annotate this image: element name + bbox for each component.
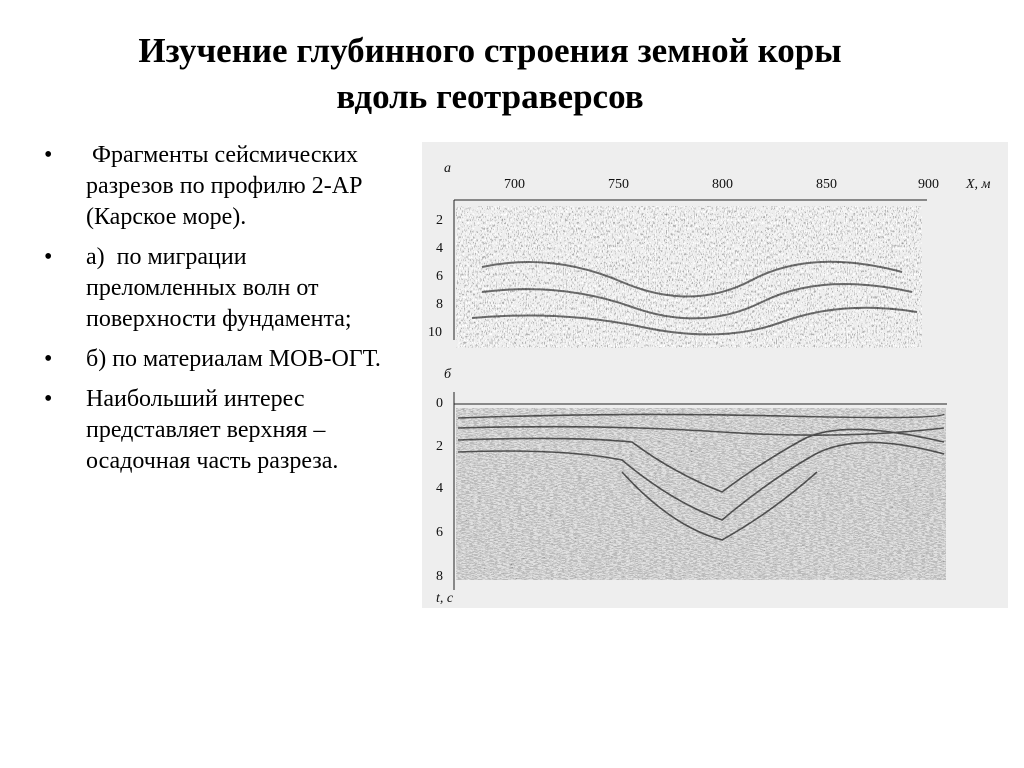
panel-a-x-tick: 850 — [816, 177, 837, 192]
bullet-text: Наибольший интерес представляет верхняя – осадочная часть разреза. — [86, 386, 339, 474]
panel-a-y-tick: 4 — [436, 241, 443, 256]
title-line-2: вдоль геотраверсов — [336, 77, 644, 116]
panel-a-y-tick: 2 — [436, 213, 443, 228]
panel-a-y-tick: 6 — [436, 269, 443, 284]
bullet-item — [40, 344, 390, 375]
panel-b-y-tick: 0 — [436, 396, 443, 411]
slide-title — [40, 28, 940, 120]
panel-a-x-tick: 700 — [504, 177, 525, 192]
panel-a-y-tick: 8 — [436, 297, 443, 312]
bullet-marker: • — [44, 346, 53, 372]
panel-b-label: б — [444, 367, 452, 382]
panel-a-y-tick: 10 — [428, 325, 442, 340]
panel-a-label: а — [444, 161, 451, 176]
bullet-marker: • — [44, 386, 53, 412]
bullet-item — [40, 384, 390, 477]
panel-b-y-tick: 2 — [436, 439, 443, 454]
seismic-figure-svg — [422, 142, 1008, 608]
panel-b-y-unit: t, с — [436, 591, 454, 606]
bullet-text: б) по материалам МОВ-ОГТ. — [86, 346, 381, 372]
panel-a-x-unit: X, м — [966, 177, 991, 192]
bullet-marker: • — [44, 142, 53, 168]
bullet-item — [40, 140, 390, 233]
panel-b-y-tick: 6 — [436, 525, 443, 540]
panel-a-x-tick: 750 — [608, 177, 629, 192]
bullet-item — [40, 242, 390, 335]
bullet-text: Фрагменты сейсмических разрезов по профилю 2-АР (Карское море). — [86, 142, 369, 230]
panel-a-seismic-section — [456, 206, 922, 348]
seismic-figure — [422, 142, 1008, 608]
panel-b-y-tick: 4 — [436, 481, 443, 496]
panel-a-x-tick: 800 — [712, 177, 733, 192]
bullet-text: а) по миграции преломленных волн от поверхности фундамента; — [86, 244, 352, 332]
bullet-marker: • — [44, 244, 53, 270]
title-line-1: Изучение глубинного строения земной коры — [138, 31, 842, 70]
bullet-list — [40, 140, 390, 486]
panel-a-x-tick: 900 — [918, 177, 939, 192]
panel-b-y-tick: 8 — [436, 569, 443, 584]
